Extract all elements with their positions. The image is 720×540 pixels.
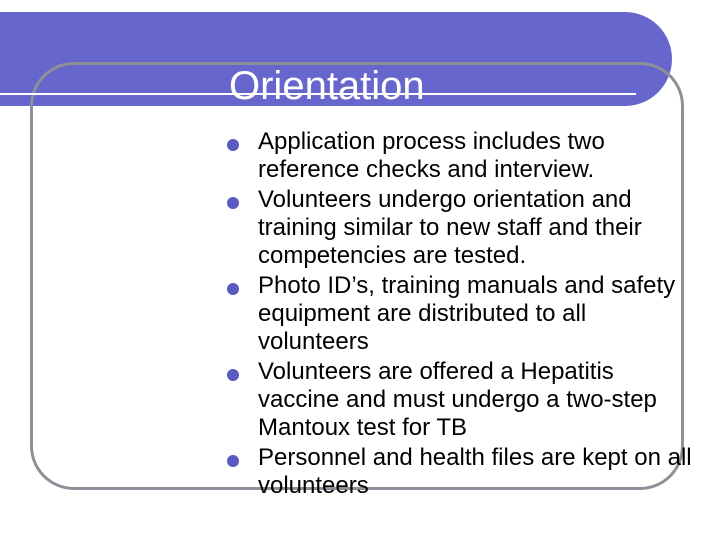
bullet-dot-icon [227, 283, 239, 295]
bullet-text: Volunteers undergo orientation and training similar to new staff and their competencies are tested. [258, 186, 642, 269]
bullet-text: Personnel and health files are kept on all volunteers [258, 444, 692, 499]
bullet-item [227, 186, 697, 270]
bullet-list [227, 128, 697, 502]
bullet-dot-icon [227, 197, 239, 209]
bullet-dot-icon [227, 369, 239, 381]
bullet-item [227, 128, 697, 184]
bullet-text: Volunteers are offered a Hepatitis vaccine and must undergo a two-step Mantoux test for TB [258, 358, 657, 441]
bullet-text: Photo ID’s, training manuals and safety equipment are distributed to all volunteers [258, 272, 676, 355]
bullet-text: Application process includes two reference checks and interview. [258, 128, 605, 183]
bullet-item [227, 272, 697, 356]
bullet-item [227, 358, 697, 442]
bullet-dot-icon [227, 455, 239, 467]
bullet-item [227, 444, 697, 500]
bullet-dot-icon [227, 139, 239, 151]
slide-title: Orientation [229, 64, 425, 108]
